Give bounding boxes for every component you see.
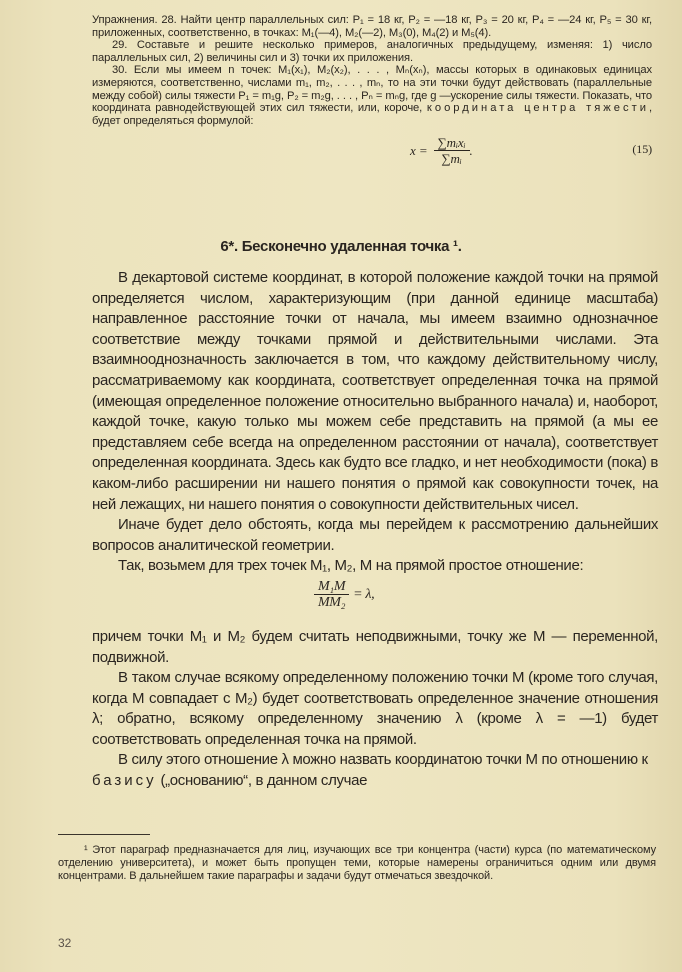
- formula-denominator: ∑mᵢ: [441, 151, 462, 167]
- formula-fraction: [434, 135, 470, 167]
- paragraph-6-text-end: („основанию“, в данном случае: [160, 772, 368, 790]
- exercises-block: [92, 14, 652, 173]
- page-number: 32: [58, 936, 72, 950]
- exercise-28: Упражнения. 28. Найти центр параллельных сил: P₁ = 18 кг, P₂ = —18 кг, P₃ = 20 кг, P₄ = —24 кг, P₅ = 30 кг, приложенных, соответственно, в точках: M₁(—4), M₂(—2), M₃(0), M₄(2) и M₅(4).: [92, 14, 652, 39]
- paragraph-5: В таком случае всякому определенному положению точки M (кроме того случая, когда M совпадает с M₂) будет соответствовать определенное значение отношения λ; обратно, всякому определенному значению λ (кроме λ = —1) будет соответствовать определенная точка на прямой.: [92, 669, 658, 748]
- ratio-numerator: M₁M: [314, 579, 349, 595]
- exercise-29: 29. Составьте и решите несколько примеров, аналогичных предыдущему, изменяя: 1) число параллельных сил, 2) величины сил и 3) точки их приложения.: [92, 39, 652, 64]
- exercise-30: [92, 64, 652, 127]
- equation-number: (15): [632, 142, 652, 157]
- ratio-rhs: = λ,: [353, 586, 375, 602]
- exercise-30-emphasis: координата центра тяжести: [426, 102, 649, 115]
- footnote-text: ¹ Этот параграф предназначается для лиц, изучающих все три концентра (части) курса (по математическому отделению университета), и может быть пропущен теми, которые намерены ограничиться одним или двумя концентрами. В дальнейшем такие параграфы и задачи будут отмечаться звездочкой.: [58, 844, 656, 882]
- paragraph-6: [92, 750, 658, 791]
- paragraph-4: причем точки M₁ и M₂ будем считать неподвижными, точку же M — переменной, подвижной.: [92, 627, 658, 666]
- ratio-formula: [92, 577, 658, 627]
- paragraph-1: В декартовой системе координат, в которой положение каждой точки на прямой определяется числом, характеризующим (при данной единице масштаба) направленное расстояние точки от начала, мы имеем взаимно однозначное соответствие между точками прямой и действительными числами. Эта взаимнооднозначность заключается в том, что каждому действительному числу, рассматриваемому как координата, соответствует определенная точка на прямой (имеющая определенное положение относительно выбранного начала) и, наоборот, каждой точке, какую только мы можем себе представить на прямой (а мы ее представляем себе всегда на определенном расстоянии от начала), соответствует определенная координата. Здесь как будто все гладко, и нет необходимости (пока) в каком-либо расширении ни нашего понятия о прямой как совокупности точек, на ней лежащих, ни нашего понятия о совокупности действительных чисел.: [92, 269, 658, 513]
- formula-15: [92, 127, 652, 173]
- formula-numerator: ∑mᵢxᵢ: [434, 135, 470, 151]
- paragraph-2: Иначе будет дело обстоять, когда мы перейдем к рассмотрению дальнейших вопросов аналитической геометрии.: [92, 516, 658, 554]
- footnote-divider: [58, 834, 150, 835]
- footnote: [58, 844, 656, 883]
- exercise-30-text-end: , будет определяться формулой:: [92, 102, 652, 127]
- ratio-fraction: [314, 579, 349, 611]
- formula-lhs: x =: [410, 143, 428, 159]
- section-title: 6*. Бесконечно удаленная точка ¹.: [220, 238, 462, 255]
- paragraph-6-emphasis: базису: [92, 772, 157, 790]
- paragraph-3: Так, возьмем для трех точек M₁, M₂, M на прямой простое отношение:: [118, 557, 584, 575]
- ratio-denominator: MM₂: [318, 594, 346, 610]
- body-text: [92, 268, 658, 792]
- exercise-30-text: 30. Если мы имеем n точек: M₁(x₁), M₂(x₂), . . . , Mₙ(xₙ), массы которых в одинаковых единицах измеряются, соответственно, числами m₁, m₂, . . . , mₙ, то на эти точки будут действовать (параллельные между собой) силы тяжести P₁ = m₁g, P₂ = m₂g, . . . , Pₙ = mₙg, где g —ускорение силы тяжести. Показать, что координата равнодействующей этих сил тяжести, или, короче,: [92, 64, 652, 115]
- paragraph-6-text: В силу этого отношение λ можно назвать координатою точки M по отношению к: [118, 751, 648, 769]
- formula-trail: .: [469, 143, 473, 159]
